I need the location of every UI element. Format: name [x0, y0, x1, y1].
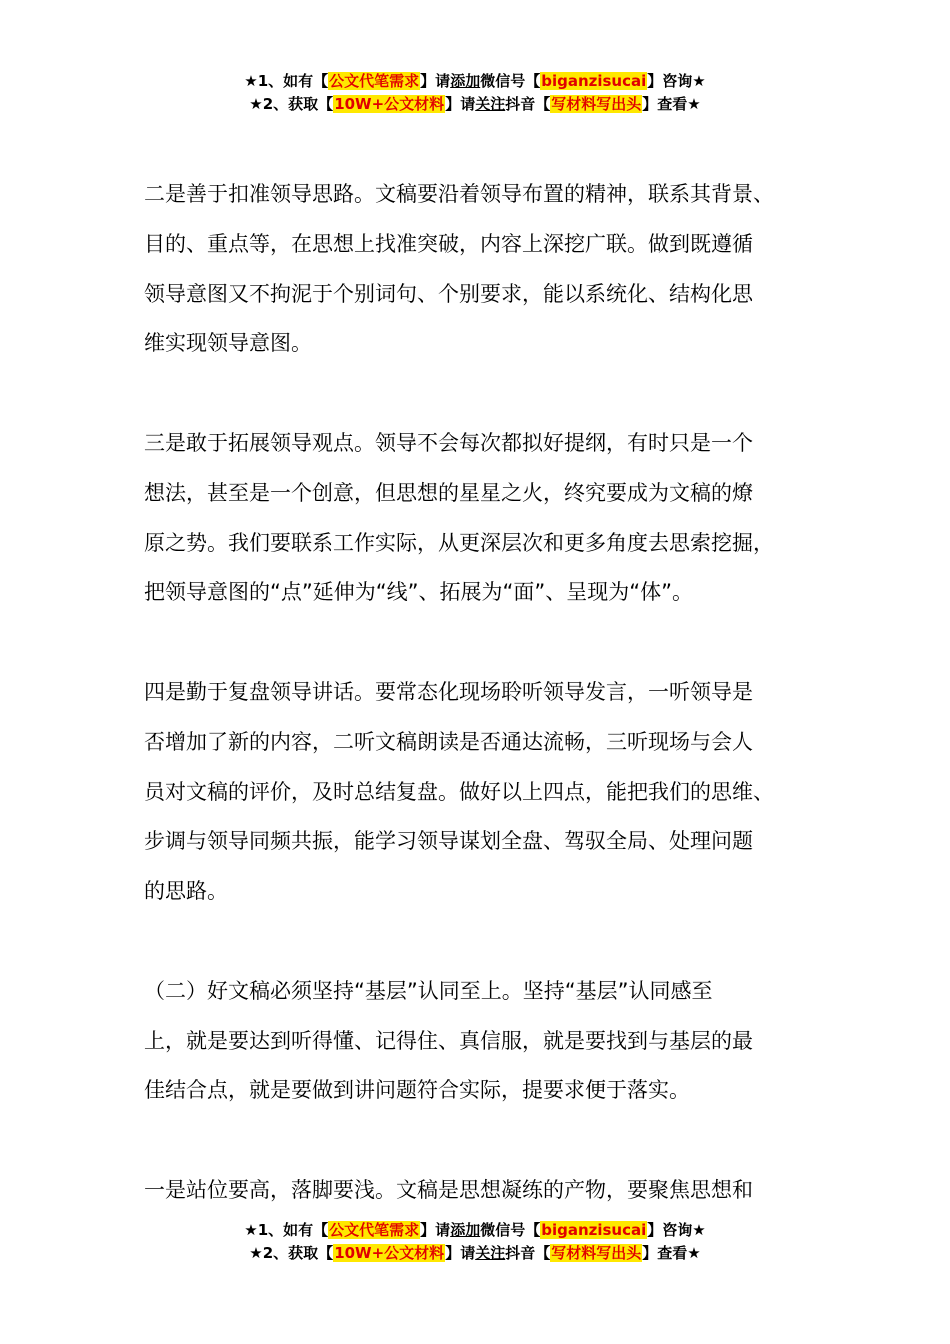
text-line: 四是勤于复盘领导讲话。要常态化现场聆听领导发言，一听领导是	[144, 679, 753, 704]
text-line: 把领导意图的“点”延伸为“线”、拓展为“面”、呈现为“体”。	[144, 580, 694, 605]
banner-text: ★2、获取【	[249, 95, 334, 113]
banner-text: 】咨询★	[647, 72, 706, 90]
banner-text: 抖音【	[505, 95, 551, 113]
banner-text: 】请	[445, 1244, 476, 1262]
banner-highlight: 公文代笔需求	[329, 72, 420, 90]
banner-line-2	[0, 1242, 950, 1265]
banner-text: 】请	[445, 95, 476, 113]
banner-text: ★1、如有【	[244, 1221, 329, 1239]
banner-highlight: biganzisucai	[541, 1221, 647, 1239]
paragraph	[144, 967, 824, 1116]
text-line: 的思路。	[144, 879, 228, 904]
banner-text: 微信号【	[480, 72, 541, 90]
banner-highlight: 10W+公文材料	[334, 95, 445, 113]
banner-text: 】请	[420, 1221, 451, 1239]
text-line: 员对文稿的评价，及时总结复盘。做好以上四点，能把我们的思维、	[144, 779, 774, 804]
paragraph-gap	[144, 917, 824, 967]
paragraph	[144, 1166, 824, 1216]
paragraph-gap	[144, 369, 824, 419]
banner-highlight: 写材料写出头	[551, 95, 642, 113]
banner-text: 】查看★	[642, 1244, 701, 1262]
banner-text: ★2、获取【	[249, 1244, 334, 1262]
banner-line-1	[0, 70, 950, 93]
paragraph	[144, 668, 824, 917]
banner-text: ★1、如有【	[244, 72, 329, 90]
text-line: 维实现领导意图。	[144, 331, 312, 356]
header-banner	[0, 70, 950, 116]
banner-text: 微信号【	[480, 1221, 541, 1239]
banner-line-2	[0, 93, 950, 116]
text-line: 想法，甚至是一个创意，但思想的星星之火，终究要成为文稿的燎	[144, 480, 753, 505]
paragraph	[144, 170, 824, 369]
document-body	[144, 170, 824, 1216]
text-line: 步调与领导同频共振，能学习领导谋划全盘、驾驭全局、处理问题	[144, 829, 753, 854]
paragraph	[144, 419, 824, 618]
text-line: 三是敢于拓展领导观点。领导不会每次都拟好提纲，有时只是一个	[144, 430, 753, 455]
text-line: 领导意图又不拘泥于个别词句、个别要求，能以系统化、结构化思	[144, 281, 753, 306]
text-line: （二）好文稿必须坚持“基层”认同至上。坚持“基层”认同感至	[144, 978, 713, 1003]
text-line: 目的、重点等，在思想上找准突破，内容上深挖广联。做到既遵循	[144, 231, 753, 256]
text-line: 一是站位要高，落脚要浅。文稿是思想凝练的产物，要聚焦思想和	[144, 1177, 753, 1202]
text-line: 上，就是要达到听得懂、记得住、真信服，就是要找到与基层的最	[144, 1028, 753, 1053]
banner-highlight: biganzisucai	[541, 72, 647, 90]
text-line: 二是善于扣准领导思路。文稿要沿着领导布置的精神，联系其背景、	[144, 182, 774, 206]
banner-line-1	[0, 1219, 950, 1242]
footer-banner	[0, 1219, 950, 1265]
banner-emphasis: 添加	[450, 1221, 481, 1239]
paragraph-gap	[144, 1116, 824, 1166]
banner-emphasis: 关注	[475, 95, 506, 113]
text-line: 原之势。我们要联系工作实际，从更深层次和更多角度去思索挖掘，	[144, 530, 774, 555]
banner-text: 】查看★	[642, 95, 701, 113]
text-line: 否增加了新的内容，二听文稿朗读是否通达流畅，三听现场与会人	[144, 729, 753, 754]
banner-highlight: 10W+公文材料	[334, 1244, 445, 1262]
banner-text: 】咨询★	[647, 1221, 706, 1239]
paragraph-gap	[144, 618, 824, 668]
banner-text: 】请	[420, 72, 451, 90]
banner-highlight: 写材料写出头	[551, 1244, 642, 1262]
text-line: 佳结合点，就是要做到讲问题符合实际，提要求便于落实。	[144, 1078, 690, 1103]
banner-highlight: 公文代笔需求	[329, 1221, 420, 1239]
banner-emphasis: 关注	[475, 1244, 506, 1262]
banner-text: 抖音【	[505, 1244, 551, 1262]
banner-emphasis: 添加	[450, 72, 481, 90]
